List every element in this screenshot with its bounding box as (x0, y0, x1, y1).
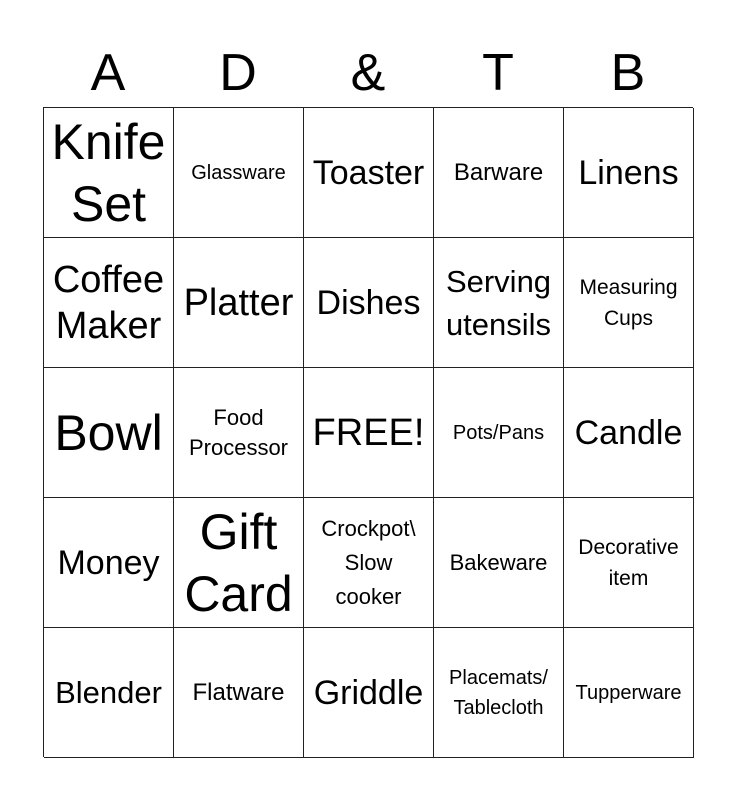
bingo-cell[interactable]: Glassware (174, 108, 304, 238)
bingo-cell[interactable]: Crockpot\ Slow cooker (304, 498, 434, 628)
bingo-cell[interactable]: Barware (434, 108, 564, 238)
bingo-cell[interactable]: Griddle (304, 628, 434, 758)
bingo-cell[interactable]: Dishes (304, 238, 434, 368)
header-letter-4: T (482, 44, 514, 102)
header-letter-3: & (350, 44, 386, 102)
free-space[interactable]: FREE! (304, 368, 434, 498)
bingo-cell[interactable]: Tupperware (564, 628, 694, 758)
bingo-cell[interactable]: Flatware (174, 628, 304, 758)
bingo-cell[interactable]: Bakeware (434, 498, 564, 628)
bingo-header (43, 40, 693, 106)
bingo-cell[interactable]: Candle (564, 368, 694, 498)
bingo-cell[interactable]: Linens (564, 108, 694, 238)
bingo-cell[interactable]: Toaster (304, 108, 434, 238)
bingo-cell[interactable]: Serving utensils (434, 238, 564, 368)
bingo-cell[interactable]: Blender (44, 628, 174, 758)
bingo-cell[interactable]: Knife Set (44, 108, 174, 238)
bingo-cell[interactable]: Food Processor (174, 368, 304, 498)
bingo-cell[interactable]: Placemats/ Tablecloth (434, 628, 564, 758)
bingo-cell[interactable]: Measuring Cups (564, 238, 694, 368)
header-letter-1: A (90, 44, 126, 102)
bingo-cell[interactable]: Money (44, 498, 174, 628)
bingo-cell[interactable]: Decorative item (564, 498, 694, 628)
bingo-cell[interactable]: Gift Card (174, 498, 304, 628)
bingo-cell[interactable]: Pots/Pans (434, 368, 564, 498)
header-letter-5: B (610, 44, 646, 102)
header-letter-2: D (219, 44, 257, 102)
bingo-cell[interactable]: Platter (174, 238, 304, 368)
bingo-grid (43, 107, 693, 757)
bingo-cell[interactable]: Bowl (44, 368, 174, 498)
bingo-cell[interactable]: Coffee Maker (44, 238, 174, 368)
